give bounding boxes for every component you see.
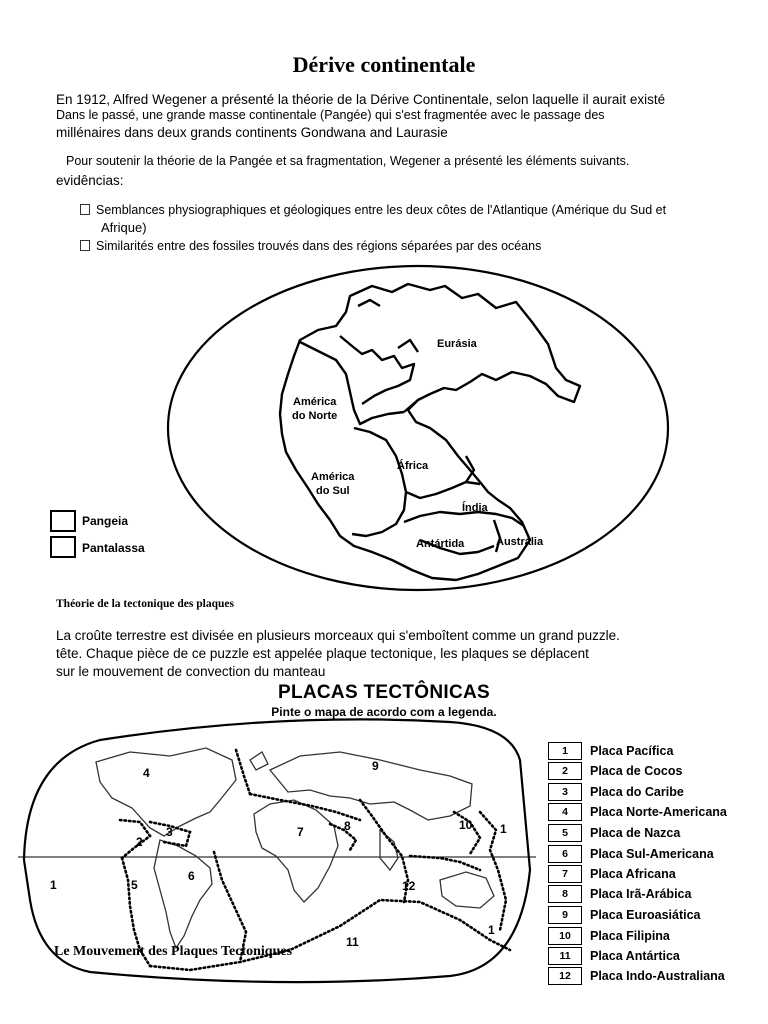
legend-label: Placa Sul-Americana [590, 847, 714, 861]
world-map-outline [24, 719, 530, 982]
legend-number-box: 3 [548, 783, 582, 801]
plate-number: 3 [166, 825, 173, 839]
page-title: Dérive continentale [292, 52, 476, 77]
continent-outlines [96, 748, 494, 948]
label-south-america-2: do Sul [316, 485, 350, 497]
section-title-tectonics: Théorie de la tectonique des plaques [56, 598, 234, 610]
legend-label: Placa Pacífica [590, 744, 674, 758]
plate-number: 1 [488, 923, 495, 937]
legend-label: Placa Antártica [590, 949, 680, 963]
legend-item [548, 845, 714, 863]
legend-item [548, 906, 700, 924]
legend-item [548, 742, 673, 760]
evidence-intro: Pour soutenir la théorie de la Pangée et sa fragmentation, Wegener a présenté les éléments suivants. [66, 154, 630, 168]
plate-number: 2 [136, 835, 143, 849]
plate-number: 10 [459, 818, 473, 832]
bullet-text: Semblances physiographiques et géologiques entre les deux côtes de l'Atlantique (Amérique du Sud et [96, 203, 667, 217]
plate-number: 9 [372, 759, 379, 773]
tectonics-line-1: La croûte terrestre est divisée en plusieurs morceaux qui s'emboîtent comme un grand puzzle. [56, 628, 620, 643]
legend-number-box: 10 [548, 927, 582, 945]
label-south-america-1: América [311, 471, 355, 483]
plates-subtitle: Pinte o mapa de acordo com a legenda. [271, 705, 497, 719]
legend-label: Placa Norte-Americana [590, 805, 727, 819]
legend-label: Placa de Nazca [590, 826, 681, 840]
legend-number-box: 1 [548, 742, 582, 760]
legend-label: Placa Euroasiática [590, 908, 701, 922]
legend-number-box: 6 [548, 845, 582, 863]
legend-label: Placa Indo-Australiana [590, 969, 725, 983]
legend-label: Placa Irã-Arábica [590, 887, 692, 901]
legend-item [548, 803, 727, 821]
pangeia-label: Pangeia [82, 514, 129, 528]
intro-line-3: millénaires dans deux grands continents Gondwana and Laurasie [56, 125, 448, 140]
legend-item [548, 762, 682, 780]
plate-number: 5 [131, 878, 138, 892]
legend-item [548, 783, 684, 801]
pantalassa-label: Pantalassa [82, 541, 145, 555]
plate-number: 4 [143, 766, 150, 780]
tectonics-line-3: sur le mouvement de convection du manteau [56, 664, 326, 679]
legend-number-box: 11 [548, 947, 582, 965]
plate-number: 1 [500, 822, 507, 836]
legend-item [548, 865, 676, 883]
legend-item [548, 824, 680, 842]
label-africa: África [397, 460, 429, 472]
bullet-text: Similarités entre des fossiles trouvés dans des régions séparées par des océans [96, 239, 542, 253]
plates-title: PLACAS TECTÔNICAS [278, 682, 490, 703]
bullet-text-continued: Afrique) [101, 220, 147, 235]
legend-item [548, 967, 725, 985]
plate-number: 11 [346, 935, 359, 949]
plate-number: 7 [297, 825, 304, 839]
legend-label: Placa Filipina [590, 929, 670, 943]
legend-number-box: 5 [548, 824, 582, 842]
legend-item [548, 947, 680, 965]
legend-number-box: 7 [548, 865, 582, 883]
legend-label: Placa do Caribe [590, 785, 684, 799]
legend-label: Placa Africana [590, 867, 676, 881]
plate-number: 8 [344, 819, 351, 833]
legend-number-box: 2 [548, 762, 582, 780]
label-india: Índia [462, 502, 488, 514]
intro-line-2: Dans le passé, une grande masse continentale (Pangée) qui s'est fragmentée avec le passage des [56, 108, 605, 122]
label-eurasia: Eurásia [437, 338, 477, 350]
plate-number: 12 [402, 879, 416, 893]
plate-number: 6 [188, 869, 195, 883]
evidence-word: evidências: [56, 173, 124, 188]
legend-label: Placa de Cocos [590, 764, 683, 778]
bottom-section-title: Le Mouvement des Plaques Tectoniques [54, 944, 293, 959]
legend-item [548, 927, 670, 945]
label-north-america-2: do Norte [292, 410, 338, 422]
legend-number-box: 8 [548, 885, 582, 903]
label-north-america-1: América [293, 396, 337, 408]
plate-boundaries [120, 750, 510, 970]
legend-number-box: 9 [548, 906, 582, 924]
legend-number-box: 12 [548, 967, 582, 985]
tectonics-line-2: tête. Chaque pièce de ce puzzle est appelée plaque tectonique, les plaques se déplacent [56, 646, 589, 661]
label-antarctica: Antártida [416, 538, 465, 550]
label-australia: Austrália [496, 536, 544, 548]
legend-number-box: 4 [548, 803, 582, 821]
plate-number: 1 [50, 878, 57, 892]
intro-line-1: En 1912, Alfred Wegener a présenté la théorie de la Dérive Continentale, selon laquelle il aurait existé [56, 92, 666, 107]
legend-item [548, 885, 691, 903]
